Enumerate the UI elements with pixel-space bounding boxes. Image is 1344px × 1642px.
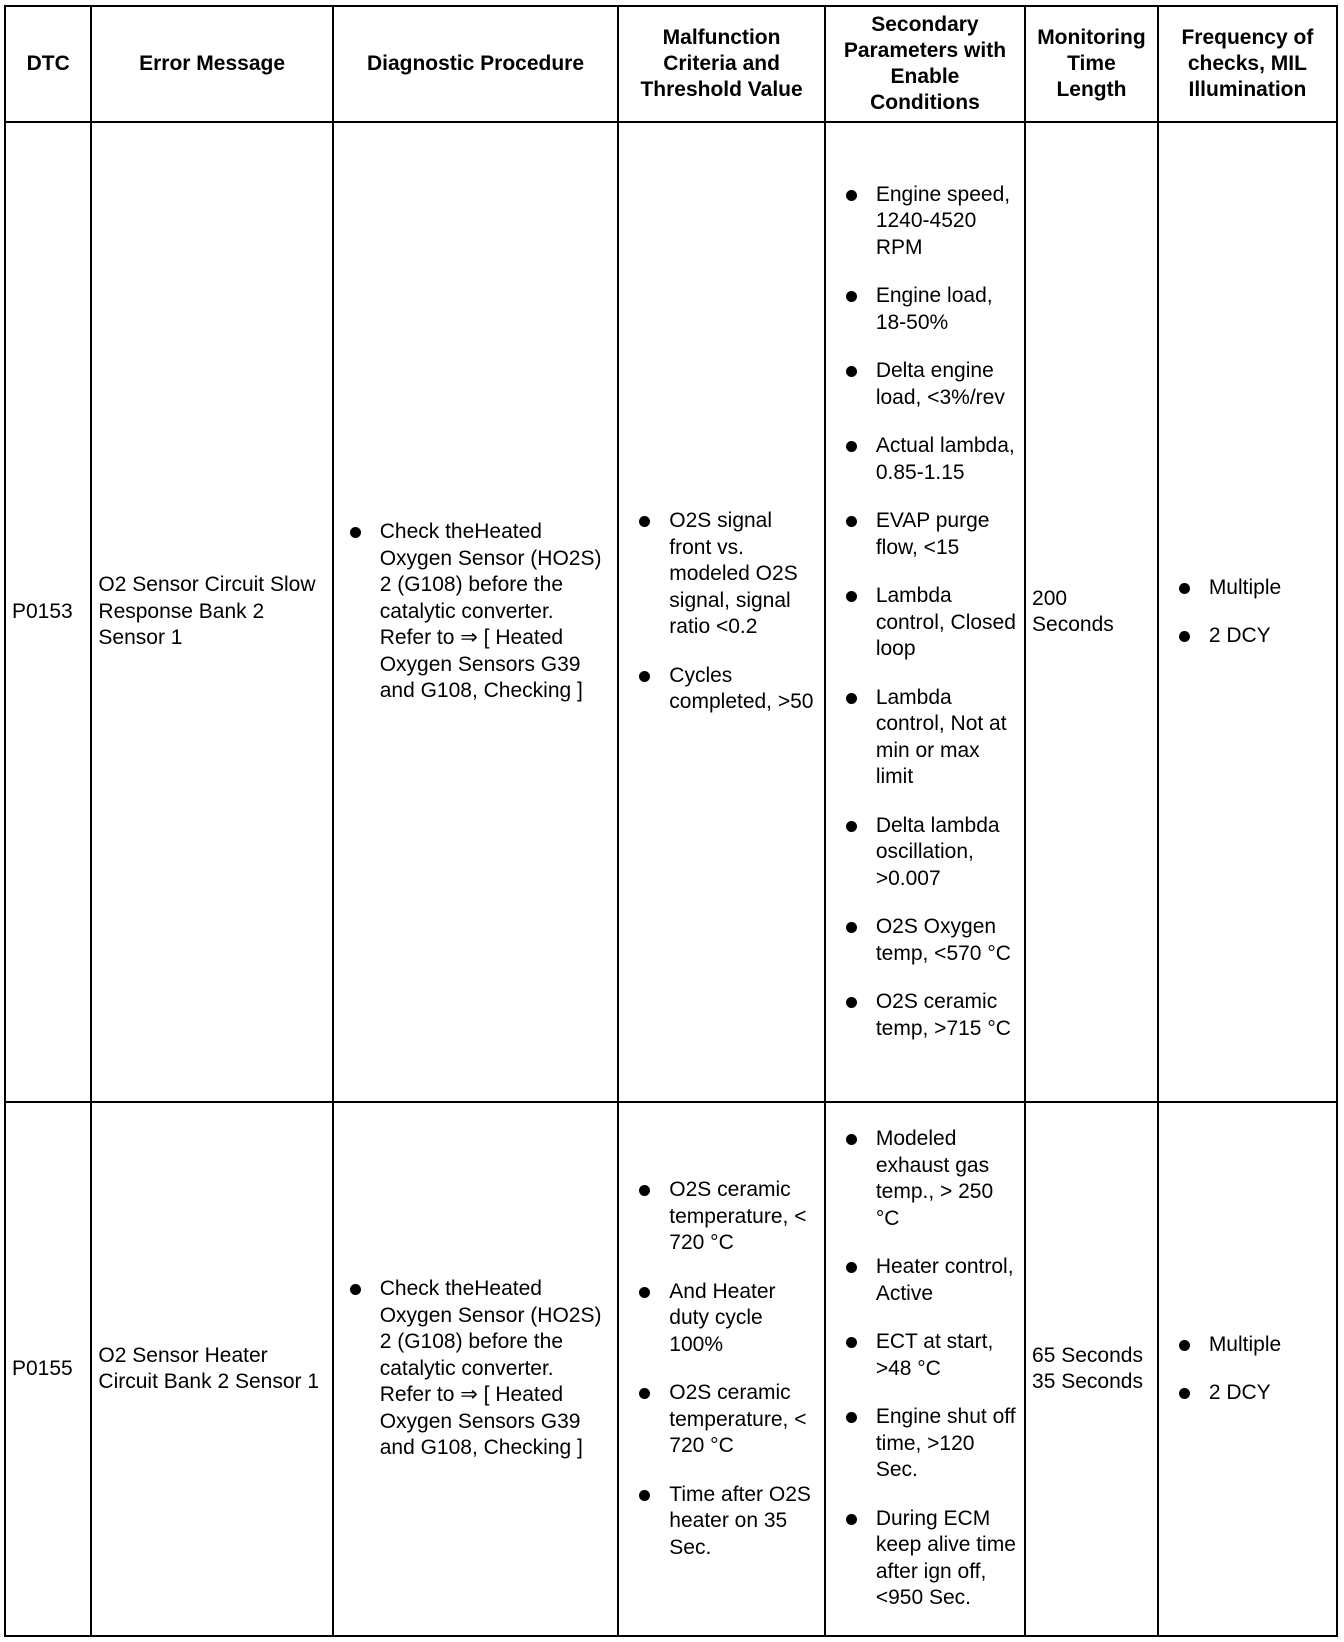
list-item xyxy=(350,519,608,705)
header-frequency xyxy=(1158,6,1337,122)
frequency-list xyxy=(1179,575,1336,650)
error-message xyxy=(91,1102,332,1636)
secondary-parameters xyxy=(825,122,1025,1102)
list-item xyxy=(846,182,1020,262)
list-item-text: Multiple xyxy=(1208,1332,1282,1356)
header-error-message xyxy=(91,6,332,122)
secondary-parameters xyxy=(825,1102,1025,1636)
bullet-icon xyxy=(846,1337,857,1348)
diagnostic-procedure xyxy=(333,1102,619,1636)
table-row xyxy=(5,1102,1337,1636)
monitoring-time xyxy=(1025,122,1158,1102)
bullet-icon xyxy=(846,997,857,1008)
bullet-icon xyxy=(846,693,857,704)
bullet-icon xyxy=(639,1287,650,1298)
secondary-parameters-list xyxy=(846,1126,1020,1612)
list-item-text: Modeled exhaust gas temp., > 250 °C xyxy=(875,1127,994,1230)
list-item xyxy=(639,663,818,716)
bullet-icon xyxy=(639,1185,650,1196)
list-item-text: Delta lambda oscillation, >0.007 xyxy=(875,813,1000,890)
monitoring-time-line1: 200 xyxy=(1032,586,1068,610)
list-item xyxy=(1179,623,1336,650)
header-secondary-line4: Conditions xyxy=(870,91,980,114)
header-malfunction-line3: Threshold Value xyxy=(640,78,803,101)
bullet-icon xyxy=(846,441,857,452)
list-item xyxy=(1179,575,1336,602)
list-item xyxy=(846,508,1020,561)
list-item xyxy=(639,1279,818,1359)
dtc-code xyxy=(5,1102,91,1636)
list-item xyxy=(846,685,1020,791)
list-item xyxy=(846,358,1020,411)
monitoring-time-line2: 35 Seconds xyxy=(1032,1370,1143,1393)
header-diagnostic-procedure-label: Diagnostic Procedure xyxy=(366,52,585,75)
diagnostic-procedure xyxy=(333,122,619,1102)
header-malfunction-line2: Criteria and xyxy=(663,52,780,75)
list-item-text: Engine shut off time, >120 Sec. xyxy=(875,1405,1016,1482)
list-item xyxy=(846,1126,1020,1232)
list-item-text: Lambda control, Closed loop xyxy=(875,584,1016,661)
bullet-icon xyxy=(639,1388,650,1399)
error-message-text: O2 Sensor Heater Circuit Bank 2 Sensor 1 xyxy=(98,1343,320,1393)
list-item xyxy=(846,1506,1020,1612)
header-row xyxy=(5,6,1337,122)
list-item xyxy=(639,1482,818,1562)
dtc-code-text: P0155 xyxy=(12,1356,73,1380)
bullet-icon xyxy=(846,291,857,302)
list-item-text: Cycles completed, >50 xyxy=(669,663,814,714)
list-item-text: 2 DCY xyxy=(1208,624,1271,647)
list-item-text: ECT at start, >48 °C xyxy=(875,1330,994,1380)
bullet-icon xyxy=(846,821,857,832)
header-frequency-line2: checks, MIL xyxy=(1187,52,1307,75)
error-message xyxy=(91,122,332,1102)
list-item-text: Check theHeated Oxygen Sensor (HO2S) 2 (G108) before the catalytic converter. Refer to ⇒ [ Heated Oxygen Sensors G39 and G108, Checking ] xyxy=(379,520,602,703)
table-row xyxy=(5,122,1337,1102)
list-item xyxy=(639,1380,818,1460)
bullet-icon xyxy=(1179,631,1190,642)
frequency xyxy=(1158,1102,1337,1636)
list-item xyxy=(846,1329,1020,1382)
list-item xyxy=(639,1177,818,1257)
monitoring-time xyxy=(1025,1102,1158,1636)
list-item-text: Heater control, Active xyxy=(875,1255,1014,1305)
bullet-icon xyxy=(846,1134,857,1145)
list-item xyxy=(846,1254,1020,1307)
list-item xyxy=(846,433,1020,486)
bullet-icon xyxy=(1179,583,1190,594)
list-item-text: O2S ceramic temperature, < 720 °C xyxy=(669,1381,807,1457)
list-item xyxy=(1179,1332,1336,1359)
list-item-text: EVAP purge flow, <15 xyxy=(875,509,990,559)
list-item xyxy=(846,583,1020,663)
malfunction-criteria-list xyxy=(639,1177,818,1561)
list-item-text: O2S ceramic temp, >715 °C xyxy=(875,990,1011,1040)
malfunction-criteria xyxy=(618,1102,825,1636)
list-item-text: Actual lambda, 0.85-1.15 xyxy=(875,434,1015,484)
list-item xyxy=(846,989,1020,1042)
bullet-icon xyxy=(846,922,857,933)
header-frequency-line1: Frequency of xyxy=(1181,26,1314,49)
header-secondary-line1: Secondary xyxy=(871,13,979,36)
header-dtc xyxy=(5,6,91,122)
bullet-icon xyxy=(846,366,857,377)
frequency xyxy=(1158,122,1337,1102)
list-item-text: Time after O2S heater on 35 Sec. xyxy=(669,1482,811,1559)
header-monitoring-line3: Length xyxy=(1056,78,1127,101)
monitoring-time-line1: 65 Seconds xyxy=(1032,1343,1143,1367)
header-malfunction-criteria xyxy=(618,6,825,122)
diagnostic-procedure-list xyxy=(350,1276,608,1462)
header-secondary-line3: Enable xyxy=(890,65,960,88)
list-item-text: Multiple xyxy=(1208,575,1282,599)
bullet-icon xyxy=(846,190,857,201)
header-monitoring-line1: Monitoring xyxy=(1037,26,1146,49)
list-item-text: Check theHeated Oxygen Sensor (HO2S) 2 (G108) before the catalytic converter. Refer to ⇒ [ Heated Oxygen Sensors G39 and G108, Checking ] xyxy=(379,1277,602,1460)
header-monitoring-line2: Time xyxy=(1067,52,1116,75)
list-item xyxy=(1179,1380,1336,1407)
header-diagnostic-procedure xyxy=(333,6,619,122)
header-secondary-parameters xyxy=(825,6,1025,122)
list-item-text: And Heater duty cycle 100% xyxy=(669,1279,776,1356)
bullet-icon xyxy=(350,1284,361,1295)
list-item-text: Engine load, 18-50% xyxy=(875,284,993,334)
list-item xyxy=(846,914,1020,967)
bullet-icon xyxy=(639,1490,650,1501)
dtc-table xyxy=(4,5,1338,1637)
header-secondary-line2: Parameters with xyxy=(843,39,1007,62)
bullet-icon xyxy=(639,671,650,682)
list-item xyxy=(846,813,1020,893)
malfunction-criteria-list xyxy=(639,508,818,716)
list-item xyxy=(350,1276,608,1462)
list-item xyxy=(846,283,1020,336)
header-monitoring-time xyxy=(1025,6,1158,122)
dtc-code-text: P0153 xyxy=(12,599,73,623)
list-item xyxy=(639,508,818,641)
secondary-parameters-list xyxy=(846,182,1020,1043)
dtc-code xyxy=(5,122,91,1102)
bullet-icon xyxy=(1179,1388,1190,1399)
list-item-text: During ECM keep alive time after ign off, <950 Sec. xyxy=(875,1506,1016,1610)
bullet-icon xyxy=(846,1514,857,1525)
header-dtc-label: DTC xyxy=(26,52,70,75)
bullet-icon xyxy=(846,1412,857,1423)
error-message-text: O2 Sensor Circuit Slow Response Bank 2 Sensor 1 xyxy=(98,573,316,650)
header-malfunction-line1: Malfunction xyxy=(662,26,781,49)
list-item-text: O2S signal front vs. modeled O2S signal, signal ratio <0.2 xyxy=(669,509,798,639)
monitoring-time-line2: Seconds xyxy=(1032,613,1114,636)
list-item-text: O2S ceramic temperature, < 720 °C xyxy=(669,1178,807,1254)
diagnostic-procedure-list xyxy=(350,519,608,705)
bullet-icon xyxy=(846,591,857,602)
list-item-text: 2 DCY xyxy=(1208,1381,1271,1404)
header-frequency-line3: Illumination xyxy=(1188,78,1307,101)
list-item-text: Engine speed, 1240-4520 RPM xyxy=(875,182,1011,259)
list-item xyxy=(846,1404,1020,1484)
malfunction-criteria xyxy=(618,122,825,1102)
bullet-icon xyxy=(639,516,650,527)
list-item-text: Lambda control, Not at min or max limit xyxy=(875,685,1007,789)
list-item-text: O2S Oxygen temp, <570 °C xyxy=(875,915,1011,965)
list-item-text: Delta engine load, <3%/rev xyxy=(875,359,1005,409)
bullet-icon xyxy=(846,1262,857,1273)
frequency-list xyxy=(1179,1332,1336,1407)
bullet-icon xyxy=(846,516,857,527)
bullet-icon xyxy=(1179,1340,1190,1351)
bullet-icon xyxy=(350,527,361,538)
header-error-message-label: Error Message xyxy=(139,52,286,75)
